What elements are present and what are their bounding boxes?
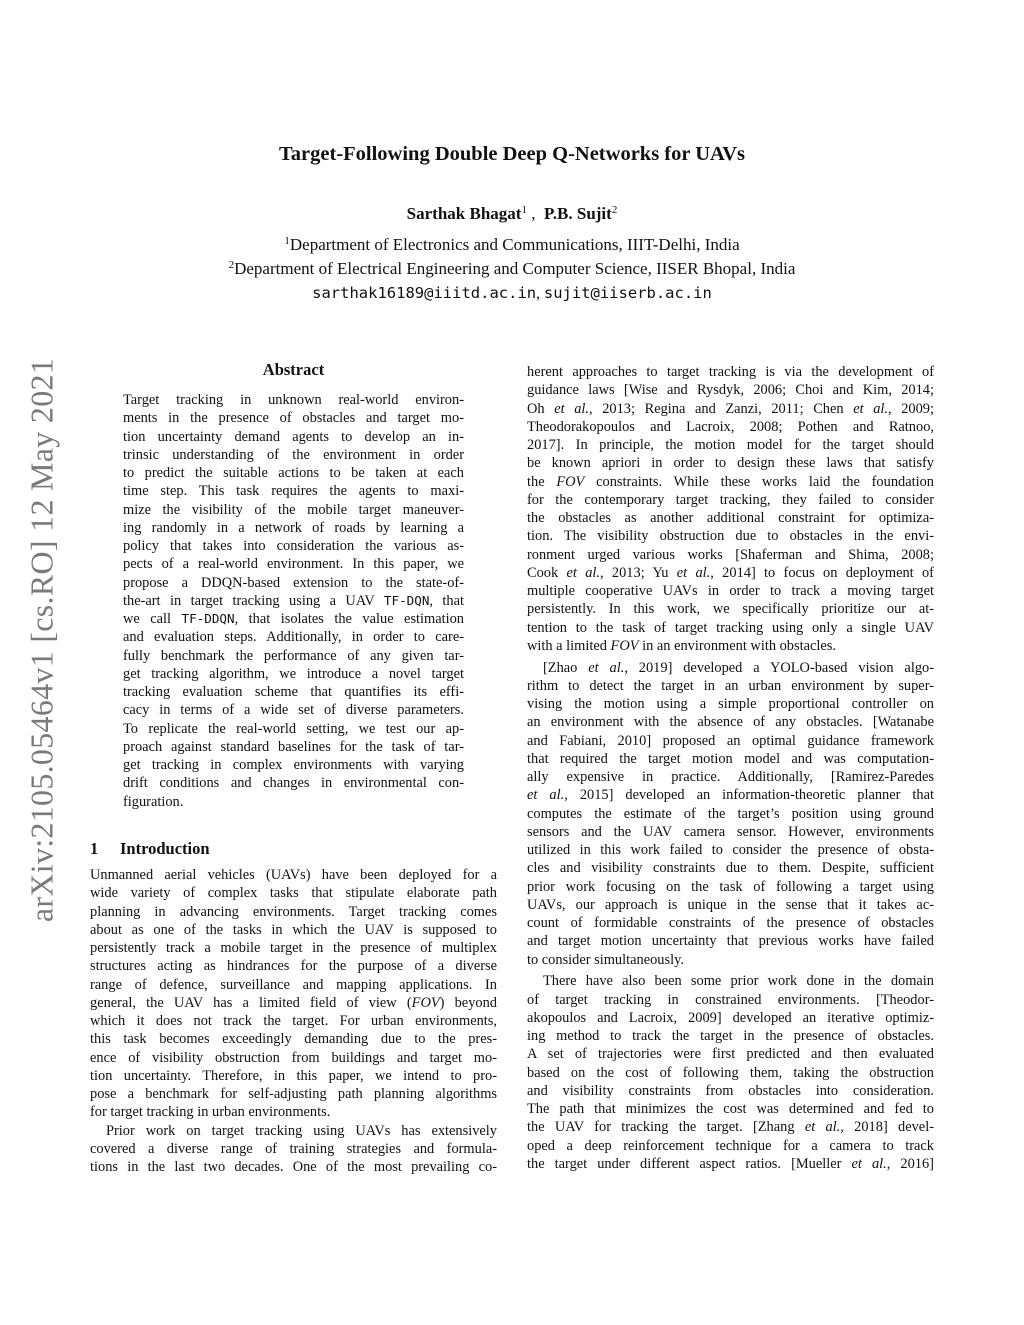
introduction-text-line: Prior work on target tracking using UAVs has extensively [106, 1122, 497, 1139]
introduction-text-line: that required the target motion model and was computation- [527, 750, 934, 767]
arxiv-identifier-text: arXiv:2105.05464v1 [cs.RO] 12 May 2021 [23, 357, 60, 923]
abstract-body [123, 391, 464, 811]
introduction-text-line: for the contemporary target tracking, they failed to consider [527, 491, 934, 508]
abstract-text-line: Target tracking in unknown real-world environ- [123, 392, 464, 408]
introduction-text-line: the UAV for tracking the target. [Zhang et al., 2018] devel- [527, 1119, 934, 1136]
introduction-text-line: based on the cost of following them, taking the obstruction [527, 1064, 934, 1081]
introduction-text-line: the obstacles as another additional constraint for optimiza- [527, 510, 934, 526]
introduction-right-column [527, 363, 934, 1173]
introduction-text-line: the FOV constraints. While these works laid the foundation [527, 473, 934, 490]
introduction-text-line: for target tracking in urban environments. [90, 1104, 331, 1121]
introduction-text-line: of target tracking in constrained environments. [Theodor- [527, 991, 934, 1008]
introduction-text-line: herent approaches to target tracking is via the development of [527, 364, 934, 380]
introduction-text-line: akopoulos and Lacroix, 2009] developed an iterative optimiz- [527, 1009, 934, 1026]
abstract-text-line: policy that takes into consideration the various as- [123, 538, 464, 554]
introduction-text-line: 2017]. In principle, the motion model for the target should [527, 437, 934, 453]
affiliation-text-2: Department of Electrical Engineering and Computer Science, IISER Bhopal, India [234, 259, 796, 278]
email-2: sujit@iiserb.ac.in [543, 284, 712, 302]
author-affiliation-mark-2: 2 [611, 204, 618, 216]
introduction-text-line: tions in the last two decades. One of the most prevailing co- [90, 1159, 497, 1175]
abstract-text-line: get tracking algorithm, we introduce a novel target [123, 665, 464, 682]
introduction-text-line: UAVs, our approach is unique in the sense that it takes ac- [527, 896, 934, 913]
introduction-text-line: oped a deep reinforcement technique for a camera to track [527, 1137, 934, 1154]
introduction-left-column [90, 866, 497, 1176]
introduction-text-line: range of defence, surveillance and mapping applications. In [90, 976, 497, 993]
abstract-text-line: fully benchmark the performance of any given tar- [123, 647, 464, 664]
introduction-text-line: be known apriori in order to design these laws that satisfy [527, 455, 934, 472]
introduction-text-line: this task becomes exceedingly demanding due to the pres- [90, 1031, 497, 1048]
affiliation-text-1: Department of Electronics and Communications, IIIT-Delhi, India [289, 235, 740, 254]
abstract-text-line: ing randomly in a network of roads by learning a [123, 519, 464, 536]
introduction-text-line: et al., 2015] developed an information-theoretic planner that [527, 787, 934, 804]
introduction-text-line: and visibility constraints from obstacles into consideration. [527, 1082, 934, 1099]
introduction-text-line: tion uncertainty. Therefore, in this paper, we intend to pro- [90, 1067, 497, 1084]
introduction-text-line: which it does not track the target. For urban environments, [90, 1013, 497, 1029]
author-name-1: Sarthak Bhagat [406, 204, 522, 223]
abstract-text-line: ments in the presence of obstacles and target mo- [123, 410, 464, 427]
introduction-text-line: guidance laws [Wise and Rysdyk, 2006; Choi and Kim, 2014; [527, 382, 934, 399]
author-list [0, 204, 1024, 224]
introduction-text-line: persistently. In this work, we specifically prioritize our at- [527, 601, 934, 618]
section-heading-introduction [90, 839, 210, 859]
introduction-text-line: Cook et al., 2013; Yu et al., 2014] to focus on deployment of [527, 564, 934, 581]
introduction-text-line: The path that minimizes the cost was determined and fed to [527, 1101, 934, 1117]
introduction-text-line: an environment with the absence of any obstacles. [Watanabe [527, 714, 934, 731]
introduction-text-line: tention to the task of target tracking using only a single UAV [527, 619, 934, 636]
affiliation-2 [0, 259, 1024, 279]
abstract-text-line: cacy in terms of a wide set of diverse parameters. [123, 702, 464, 719]
introduction-text-line: covered a diverse range of training strategies and formula- [90, 1140, 497, 1157]
abstract-text-line: to predict the suitable actions to be taken at each [123, 465, 464, 481]
introduction-text-line: ally expensive in practice. Additionally, [Ramirez-Paredes [527, 769, 934, 785]
abstract-text-line: drift conditions and changes in environmental con- [123, 775, 464, 792]
author-affiliation-mark-1: 1 [521, 204, 527, 216]
introduction-text-line: the target under different aspect ratios. [Mueller et al., 2016] [527, 1155, 934, 1172]
introduction-text-line: wide variety of complex tasks that stipulate elaborate path [90, 885, 497, 902]
introduction-text-line: with a limited FOV in an environment with obstacles. [527, 637, 836, 654]
affiliation-mark-1: 1 [284, 235, 290, 247]
abstract-text-line: figuration. [123, 793, 184, 810]
introduction-text-line: pose a benchmark for self-adjusting path planning algorithms [90, 1086, 497, 1102]
introduction-text-line: [Zhao et al., 2019] developed a YOLO-based vision algo- [543, 659, 934, 676]
section-number: 1 [90, 839, 99, 858]
author-emails [0, 284, 1024, 303]
introduction-text-line: to consider simultaneously. [527, 951, 684, 968]
introduction-text-line: cles and visibility constraints due to them. Despite, sufficient [527, 860, 934, 877]
affiliation-1 [0, 235, 1024, 255]
introduction-text-line: Theodorakopoulos and Lacroix, 2008; Pothen and Ratnoo, [527, 418, 934, 435]
paper-title: Target-Following Double Deep Q-Networks for UAVs [279, 143, 745, 165]
abstract-text-line: and evaluation steps. Additionally, in order to care- [123, 629, 464, 646]
abstract-heading: Abstract [262, 360, 325, 379]
abstract-text-line: trinsic understanding of the environment in order [123, 446, 464, 463]
introduction-text-line: multiple cooperative UAVs in order to track a moving target [527, 583, 934, 599]
email-separator: , [536, 285, 540, 302]
introduction-text-line: There have also been some prior work done in the domain [543, 973, 934, 990]
introduction-text-line: tion. The visibility obstruction due to obstacles in the envi- [527, 528, 934, 545]
introduction-text-line: ing method to track the target in the presence of obstacles. [527, 1028, 934, 1044]
abstract-text-line: proach against standard baselines for the task of tar- [123, 738, 464, 755]
introduction-text-line: persistently track a mobile target in the presence of multiplex [90, 940, 497, 956]
introduction-text-line: computes the estimate of the target’s position using ground [527, 805, 934, 822]
introduction-text-line: planning in advancing environments. Target tracking comes [90, 903, 497, 920]
abstract-text-line: propose a DDQN-based extension to the state-of- [123, 574, 464, 591]
introduction-text-line: general, the UAV has a limited field of view (FOV) beyond [90, 994, 497, 1011]
abstract-text-line: To replicate the real-world setting, we test our ap- [123, 720, 464, 737]
introduction-text-line: about as one of the tasks in which the UAV is supposed to [90, 921, 497, 938]
introduction-text-line: vising the motion using a simple proportional controller on [527, 696, 934, 712]
introduction-text-line: Unmanned aerial vehicles (UAVs) have been deployed for a [90, 867, 497, 883]
introduction-text-line: ence of visibility obstruction from buildings and target mo- [90, 1049, 497, 1066]
section-title: Introduction [120, 839, 210, 858]
abstract-text-line: get tracking in complex environments with varying [123, 757, 464, 773]
abstract-text-line: the-art in target tracking using a UAV TF-DQN, that [123, 592, 464, 609]
introduction-text-line: and target motion uncertainty that previous works have failed [527, 933, 934, 950]
introduction-text-line: rithm to detect the target in an urban environment by super- [527, 677, 934, 694]
abstract-text-line: we call TF-DDQN, that isolates the value estimation [123, 611, 464, 627]
abstract-text-line: time step. This task requires the agents to maxi- [123, 483, 464, 500]
email-1: sarthak16189@iiitd.ac.in [312, 284, 537, 302]
arxiv-identifier-stamp [12, 344, 72, 936]
introduction-text-line: sensors and the UAV camera sensor. However, environments [527, 823, 934, 840]
introduction-text-line: utilized in this work failed to consider the presence of obsta- [527, 842, 934, 858]
introduction-text-line: structures acting as hindrances for the purpose of a diverse [90, 958, 497, 975]
abstract-text-line: tracking evaluation scheme that quantifies its effi- [123, 684, 464, 700]
abstract-text-line: mize the visibility of the mobile target maneuver- [123, 501, 464, 518]
author-name-2: P.B. Sujit [543, 204, 612, 223]
abstract-text-line: pects of a real-world environment. In this paper, we [123, 556, 464, 573]
introduction-text-line: and Fabiani, 2010] proposed an optimal guidance framework [527, 732, 934, 749]
introduction-text-line: count of formidable constraints of the presence of obstacles [527, 915, 934, 931]
introduction-text-line: Oh et al., 2013; Regina and Zanzi, 2011; Chen et al., 2009; [527, 400, 934, 417]
affiliation-mark-2: 2 [228, 259, 235, 271]
introduction-text-line: prior work focusing on the task of following a target using [527, 878, 934, 895]
introduction-text-line: A set of trajectories were first predicted and then evaluated [527, 1046, 934, 1063]
abstract-text-line: tion uncertainty demand agents to develop an in- [123, 428, 464, 445]
introduction-text-line: ronment urged various works [Shaferman and Shima, 2008; [527, 546, 934, 563]
author-separator: , [531, 204, 536, 223]
